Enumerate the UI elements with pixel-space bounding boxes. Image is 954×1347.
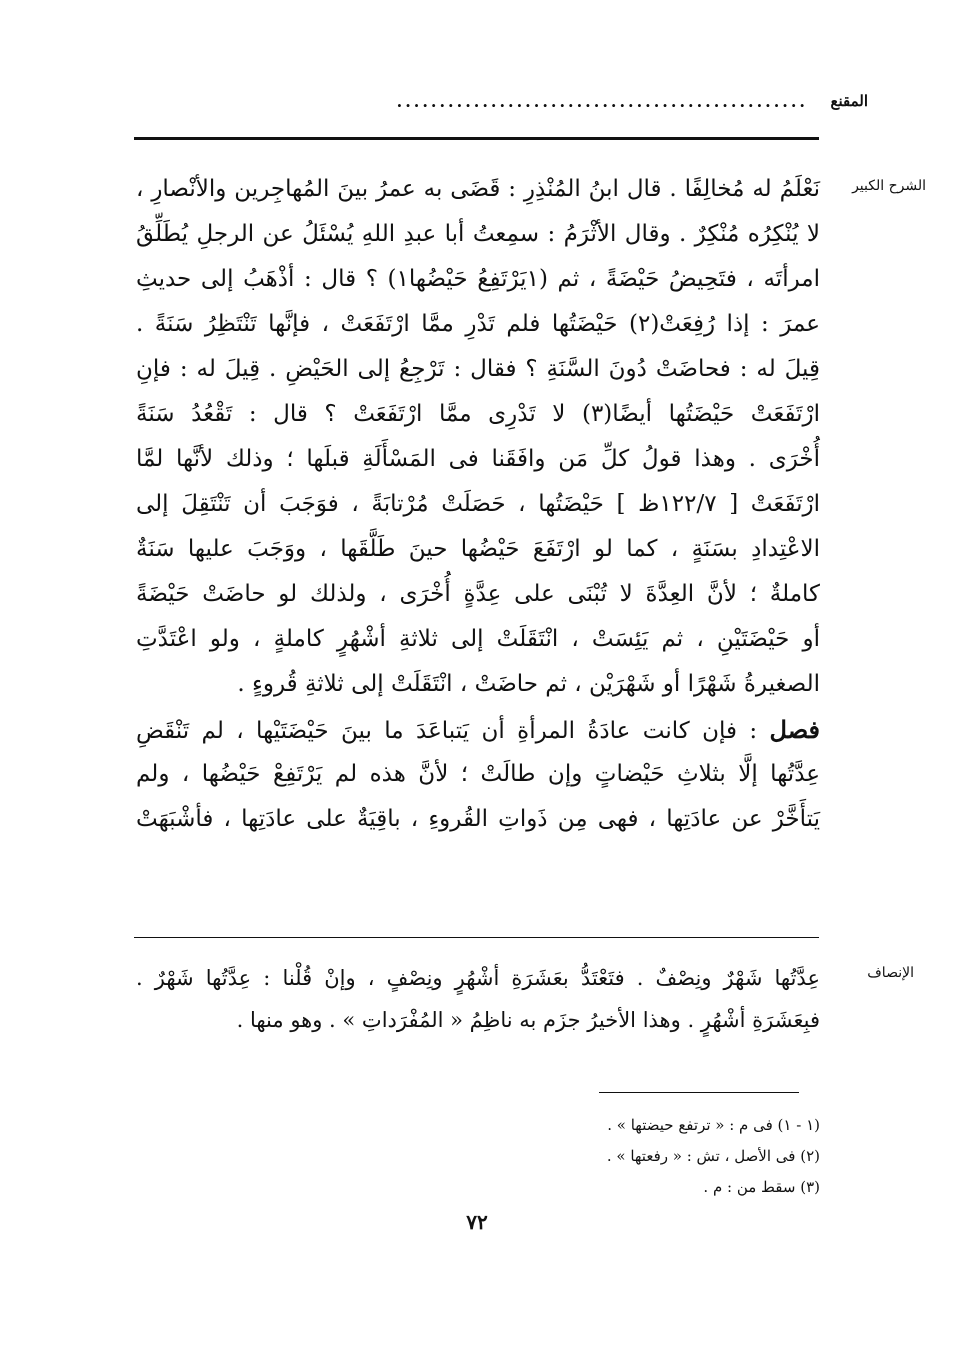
insaf-separator-rule: [134, 937, 819, 938]
book-title: المقنع: [830, 92, 868, 110]
text-line: أو حَيْضَتَيْنِ ، ثم يَئِسَتْ ، انْتَقَلَتْ إلى ثلاثةِ أشْهُرٍ كاملةٍ ، ولو اعْتَدَّتِ: [136, 626, 820, 652]
text-line: أُخْرَى . وهذا قولُ كلِّ مَن وافَقَنا فى المَسْأَلَةِ قبلَها ؛ وذلك لأنَّها لمَّا: [136, 446, 820, 472]
footnote: (٣) سقط من : م .: [703, 1178, 820, 1196]
fasl-heading: فصل: [769, 715, 820, 744]
page-number: ٧٢: [466, 1210, 488, 1234]
insaf-line: عِدَّتُها شَهْرٌ ونِصْفٌ . فتَعْتَدُّ بعَشَرَةِ أشْهُرٍ ونِصْفٍ ، وإنْ قُلْنا : عِدَّتُها شَهْرٌ .: [136, 966, 820, 990]
fasl-line: [136, 707, 820, 752]
text-line: امرأتَه ، فتَحِيضُ حَيْضَةً ، ثم (١يَرْتَفِعُ حَيْضُها١) ؟ قال : أذْهَبُ إلى حديثِ: [136, 266, 820, 292]
text-line: يَتأَخَّرْ عن عادَتِها ، فهى مِن ذَواتِ القُروءِ ، باقِيَةٌ على عادَتِها ، فأشْبَهَتْ: [136, 806, 820, 832]
text-line: الصغيرةُ شَهْرًا أو شَهْرَيْن ، ثم حاضَتْ ، انْتَقَلَتْ إلى ثلاثةِ قُروءٍ .: [237, 671, 820, 697]
footnotes: [136, 1110, 820, 1203]
text-line: الاعْتِدادِ بسَنَةٍ ، كما لو ارْتَفَعَ حَيْضُها حينَ طَلَّقَها ، ووَجَبَ عليها سَنَةٌ: [136, 536, 820, 562]
header-dot-leader: ................................................: [396, 92, 808, 111]
footnote: (١ - ١) فى م : « ترتفع حيضتها » .: [607, 1116, 820, 1134]
fasl-text: : فإن كانت عادَةُ المرأةِ أن يَتباعَدَ ما بينَ حَيْضَتَيْها ، لم تَنْقَضِ: [136, 718, 770, 744]
insaf-text: [136, 957, 820, 1041]
header-rule: [134, 137, 819, 140]
footnote-rule: [599, 1092, 799, 1093]
section-label-insaf: الإنصاف: [867, 965, 914, 981]
text-line: كاملةٌ ؛ لأنَّ العِدَّةَ لا تُبْنَى على عِدَّةٍ أُخْرَى ، ولذلك لو حاضَتْ حَيْضَةً: [136, 581, 820, 607]
text-line: عِدَّتُها إلَّا بثلاثِ حَيْضاتٍ وإن طالَتْ ؛ لأنَّ هذه لم يَرْتَفِعْ حَيْضُها ، ولم: [136, 761, 820, 787]
text-line: لا يُنْكِرُه مُنْكِرٌ . وقال الأثْرَمُ : سمِعتُ أبا عبدِ اللهِ يُسْئَلُ عن الرجلِ يُطَلِّقُ: [136, 221, 820, 247]
text-line: ارْتَفَعَتْ [ ١٢٢/٧ظ ] حَيْضَتُها ، حَصَلَتْ مُرْتابَةً ، فوَجَبَ أن تَنْتَقِلَ إلى: [136, 491, 821, 517]
text-line: ارْتَفَعَتْ حَيْضَتُها أيضًا(٣) لا تَدْرِى ممَّا ارْتَفَعَتْ ؟ قال : تَقْعُدُ سَنَةً: [136, 401, 820, 427]
section-label-sharh: الشرح الكبير: [852, 178, 926, 194]
text-line: قِيلَ له : فحاضَتْ دُونَ السَّنَةِ ؟ فقال : تَرْجِعُ إلى الحَيْضِ . قِيلَ له : فإنِ: [136, 356, 820, 382]
footnote: (٢) فى الأصل ، تش : « رفعتها » .: [606, 1147, 820, 1165]
text-line: عمرَ : إذا رُفِعَتْ(٢) حَيْضَتُها فلم تَدْرِ ممَّا ارْتَفَعَتْ ، فإنَّها تَنْتَظِرُ سَنَةً .: [136, 311, 821, 337]
insaf-line: فبِعَشَرَةِ أشْهُرٍ . وهذا الأخيرُ جزَم به ناظِمُ « المُفْرَداتِ » . وهو منها .: [236, 1008, 820, 1032]
text-line: نَعْلَمُ له مُخالِفًا . قال ابنُ المُنْذِرِ : قَضَى به عمرُ بينَ المُهاجِرين والأنْصارِ ،: [136, 176, 820, 202]
main-commentary-text: [136, 167, 820, 842]
